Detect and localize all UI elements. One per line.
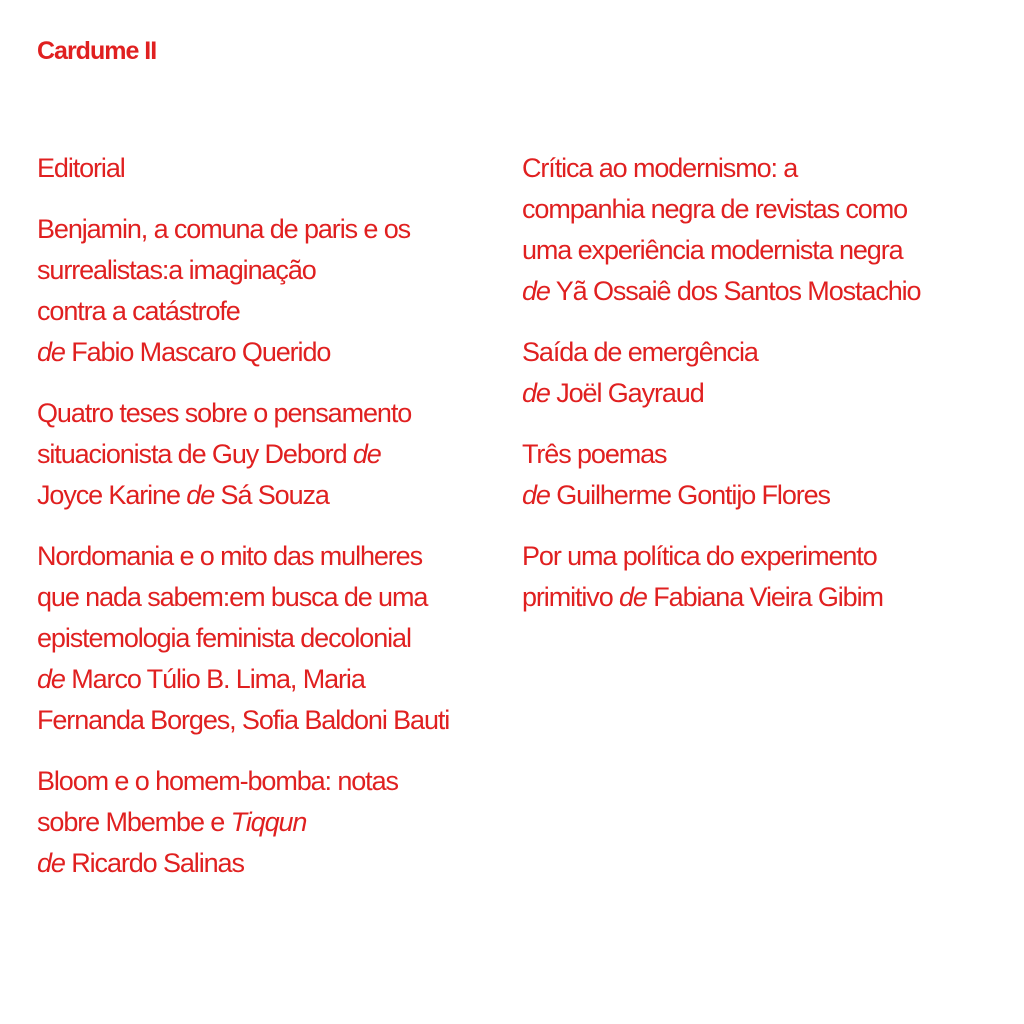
entry-text: Crítica ao modernismo: a <box>522 153 798 183</box>
entry-italic-text: de <box>37 848 65 878</box>
entry-text: Saída de emergência <box>522 337 758 367</box>
entry-italic-text: de <box>37 337 65 367</box>
entry-text: companhia negra de revistas como <box>522 194 908 224</box>
contents-entry <box>522 536 1002 618</box>
contents-entry <box>37 209 512 373</box>
entry-text: Fabio Mascaro Querido <box>64 337 331 367</box>
entry-text: Guilherme Gontijo Flores <box>549 480 830 510</box>
entry-text: Yã Ossaiê dos Santos Mostachio <box>549 276 921 306</box>
entry-italic-text: de <box>522 378 550 408</box>
entry-text: Benjamin, a comuna de paris e os <box>37 214 411 244</box>
contents-entry <box>522 434 1002 516</box>
entry-text: Joël Gayraud <box>549 378 704 408</box>
entry-italic-text: de <box>186 480 215 510</box>
entry-text: Marco Túlio B. Lima, Maria <box>64 664 365 694</box>
entry-italic-text: de <box>522 276 550 306</box>
contents-entry <box>37 393 512 516</box>
entry-italic-text: de <box>352 439 381 469</box>
contents-entry <box>37 761 512 884</box>
entry-text: contra a catástrofe <box>37 296 240 326</box>
entry-text: Nordomania e o mito das mulheres <box>37 541 423 571</box>
entry-text: Fabiana Vieira Gibim <box>646 582 883 612</box>
page-title: Cardume II <box>37 37 157 65</box>
entry-text: Por uma política do experimento <box>522 541 877 571</box>
contents-entry <box>37 536 512 741</box>
entry-text: surrealistas:a imaginação <box>37 255 316 285</box>
contents-entry <box>37 148 512 189</box>
entry-text: epistemologia feminista decolonial <box>37 623 411 653</box>
entry-italic-text: de <box>37 664 65 694</box>
entry-text: Ricardo Salinas <box>64 848 244 878</box>
entry-text: primitivo <box>522 582 620 612</box>
entry-text: Quatro teses sobre o pensamento <box>37 398 412 428</box>
entry-text: Sá Souza <box>214 480 329 510</box>
entry-text: Bloom e o homem-bomba: notas <box>37 766 398 796</box>
entry-text: Joyce Karine <box>37 480 187 510</box>
entry-italic-text: de <box>522 480 550 510</box>
entry-text: Três poemas <box>522 439 667 469</box>
contents-entry <box>522 148 1002 312</box>
contents-entry <box>522 332 1002 414</box>
entry-text: situacionista de Guy Debord <box>37 439 353 469</box>
entry-text: sobre Mbembe e <box>37 807 231 837</box>
entry-text: Editorial <box>37 153 125 183</box>
entry-italic-text: de <box>619 582 647 612</box>
entry-text: que nada sabem:em busca de uma <box>37 582 428 612</box>
entry-italic-text: Tiqqun <box>230 807 307 837</box>
contents-column-left <box>37 148 512 904</box>
entry-text: Fernanda Borges, Sofia Baldoni Bauti <box>37 705 450 735</box>
entry-text: uma experiência modernista negra <box>522 235 903 265</box>
contents-column-right <box>522 148 1002 638</box>
